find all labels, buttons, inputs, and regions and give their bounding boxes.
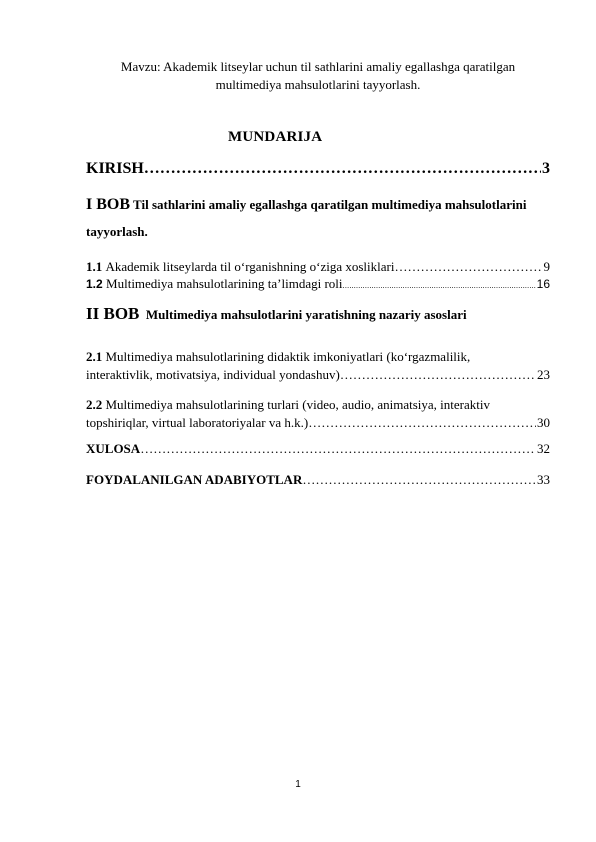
toc-label-line1: Multimediya mahsulotlarining turlari (video, audio, animatsiya, interaktiv	[105, 397, 490, 412]
section-number: 2.2	[86, 397, 103, 412]
chapter-title: Til sathlarini amaliy egallashga qaratilgan multimediya mahsulotlarini tayyorlash	[86, 197, 527, 239]
toc-page: 33	[537, 472, 550, 487]
leader-dots	[140, 441, 536, 457]
toc-page: 16	[536, 277, 550, 291]
toc-label-line2: interaktivlik, motivatsiya, individual yondashuv)	[86, 367, 340, 382]
toc-label: XULOSA	[86, 441, 141, 456]
toc-label-line1: Multimediya mahsulotlarining didaktik imkoniyatlari (ko‘rgazmalilik,	[105, 349, 471, 364]
toc-entry-foydalanilgan	[86, 472, 550, 488]
toc-label-line2: topshiriqlar, virtual laboratoriyalar va h.k.)	[86, 415, 309, 430]
toc-label: Akademik litseylarda til o‘rganishning o‘ziga xosliklari	[105, 259, 395, 274]
topic-title	[86, 58, 550, 94]
toc-label: KIRISH	[86, 160, 144, 177]
toc-entry-kirish	[86, 160, 550, 178]
toc-entry-1-2	[86, 276, 550, 292]
toc-entry-2-2	[86, 396, 550, 432]
leader-dots	[340, 366, 536, 384]
toc-page: 9	[543, 259, 550, 274]
leader-dots	[308, 414, 536, 432]
section-number: 1.2	[86, 277, 103, 291]
toc-page: 32	[537, 441, 550, 456]
section-number: 1.1	[86, 259, 103, 274]
leader-dots	[394, 259, 542, 275]
topic-line-1: Mavzu: Akademik litseylar uchun til sathlarini amaliy egallashga qaratilgan	[120, 59, 516, 74]
toc-chapter-1: I BOB Til sathlarini amaliy egallashga qaratilgan multimediya mahsulotlarini tayyorlash.	[86, 196, 527, 239]
toc-entry-1-1	[86, 259, 550, 275]
leader-dots	[144, 160, 541, 178]
chapter-prefix: I BOB	[86, 196, 131, 213]
leader-dots	[343, 277, 536, 291]
toc-chapter-2	[86, 304, 550, 324]
toc-label: Multimediya mahsulotlarining ta’limdagi roli	[106, 276, 343, 291]
toc-page: 23	[537, 367, 550, 382]
topic-line-2: multimediya mahsulotlarini tayyorlash.	[215, 77, 421, 92]
page-number: 1	[295, 779, 301, 790]
toc-label: FOYDALANILGAN ADABIYOTLAR	[86, 472, 303, 487]
chapter-prefix: II BOB	[86, 304, 140, 323]
section-number: 2.1	[86, 349, 103, 364]
toc-entry-xulosa	[86, 441, 550, 457]
chapter-title: Multimediya mahsulotlarini yaratishning nazariy asoslari	[145, 307, 467, 322]
leader-dots	[302, 472, 536, 488]
toc-entry-2-1	[86, 348, 550, 384]
toc-heading: MUNDARIJA	[228, 129, 323, 145]
toc-page: 3	[542, 160, 550, 177]
toc-page: 30	[537, 415, 550, 430]
